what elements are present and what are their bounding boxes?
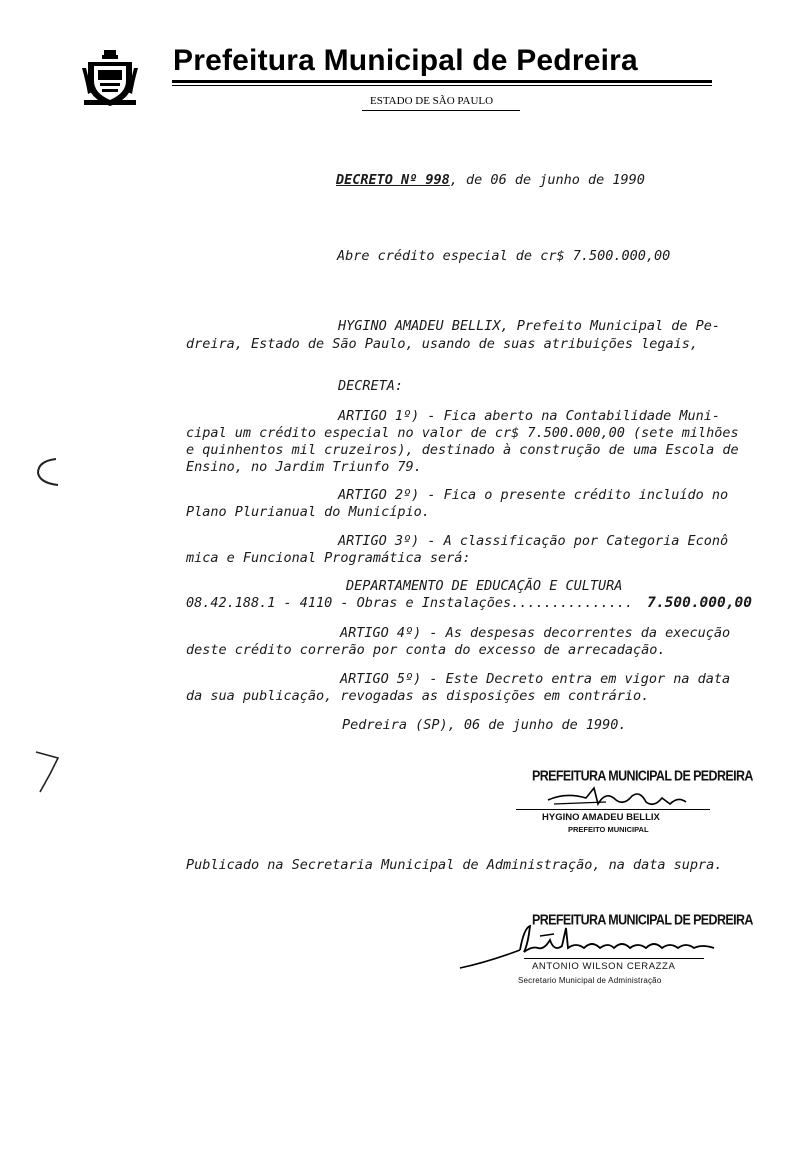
department-name: DEPARTAMENTO DE EDUCAÇÃO E CULTURA (346, 578, 623, 594)
scan-artifact-icon (30, 455, 64, 489)
article-1-line-3: e quinhentos mil cruzeiros), destinado à construção de uma Escola de (186, 442, 739, 458)
decree-summary: Abre crédito especial de cr$ 7.500.000,00 (337, 248, 671, 264)
signature-1-line (516, 809, 710, 810)
article-2-line-1: ARTIGO 2º) - Fica o presente crédito incluído no (338, 487, 729, 503)
signature-1-name: HYGINO AMADEU BELLIX (542, 812, 660, 823)
budget-amount: 7.500.000,00 (647, 595, 752, 611)
publication-note: Publicado na Secretaria Municipal de Administração, na data supra. (186, 857, 723, 873)
header-rule-thin (172, 85, 712, 86)
header-subtitle: ESTADO DE SÃO PAULO (370, 95, 494, 107)
preamble-line-2: dreira, Estado de São Paulo, usando de suas atribuições legais, (186, 336, 699, 352)
closing-date: Pedreira (SP), 06 de junho de 1990. (342, 717, 627, 733)
signature-2-name: ANTONIO WILSON CERAZZA (532, 961, 676, 972)
signature-2-org: PREFEITURA MUNICIPAL DE PEDREIRA (532, 912, 753, 929)
article-1-line-1: ARTIGO 1º) - Fica aberto na Contabilidade Muni- (338, 408, 721, 424)
subtitle-underline (362, 110, 520, 111)
article-5-line-1: ARTIGO 5º) - Este Decreto entra em vigor na data (340, 671, 731, 687)
decree-date: , de 06 de junho de 1990 (449, 172, 645, 188)
decree-number: DECRETO Nº 998 (336, 172, 450, 188)
signature-2-line (524, 958, 704, 959)
header-title: Prefeitura Municipal de Pedreira (173, 44, 638, 77)
preamble-line-1: HYGINO AMADEU BELLIX, Prefeito Municipal de Pe- (338, 318, 721, 334)
article-1-line-2: cipal um crédito especial no valor de cr$ 7.500.000,00 (sete milhões (186, 425, 739, 441)
article-4-line-2: deste crédito correrão por conta do excesso de arrecadação. (186, 642, 666, 658)
signature-1-org: PREFEITURA MUNICIPAL DE PEDREIRA (532, 768, 753, 785)
article-3-line-1: ARTIGO 3º) - A classificação por Categoria Econô (338, 533, 729, 549)
budget-classification: 08.42.188.1 - 4110 - Obras e Instalações............... (186, 595, 634, 611)
article-3-line-2: mica e Funcional Programática será: (186, 550, 471, 566)
signature-2-role: Secretario Municipal de Administração (518, 976, 662, 985)
signature-1-scrawl-icon (546, 782, 696, 812)
article-4-line-1: ARTIGO 4º) - As despesas decorrentes da execução (340, 625, 731, 641)
scan-artifact-icon (30, 748, 64, 796)
article-1-line-4: Ensino, no Jardim Triunfo 79. (186, 459, 422, 475)
signature-1-role: PREFEITO MUNICIPAL (568, 825, 649, 834)
decreta-label: DECRETA: (338, 378, 404, 394)
decree-title (336, 172, 645, 188)
article-2-line-2: Plano Plurianual do Município. (186, 504, 430, 520)
budget-line (186, 595, 752, 611)
header-rule (172, 80, 712, 83)
article-5-line-2: da sua publicação, revogadas as disposições em contrário. (186, 688, 650, 704)
coat-of-arms-icon (82, 48, 138, 108)
